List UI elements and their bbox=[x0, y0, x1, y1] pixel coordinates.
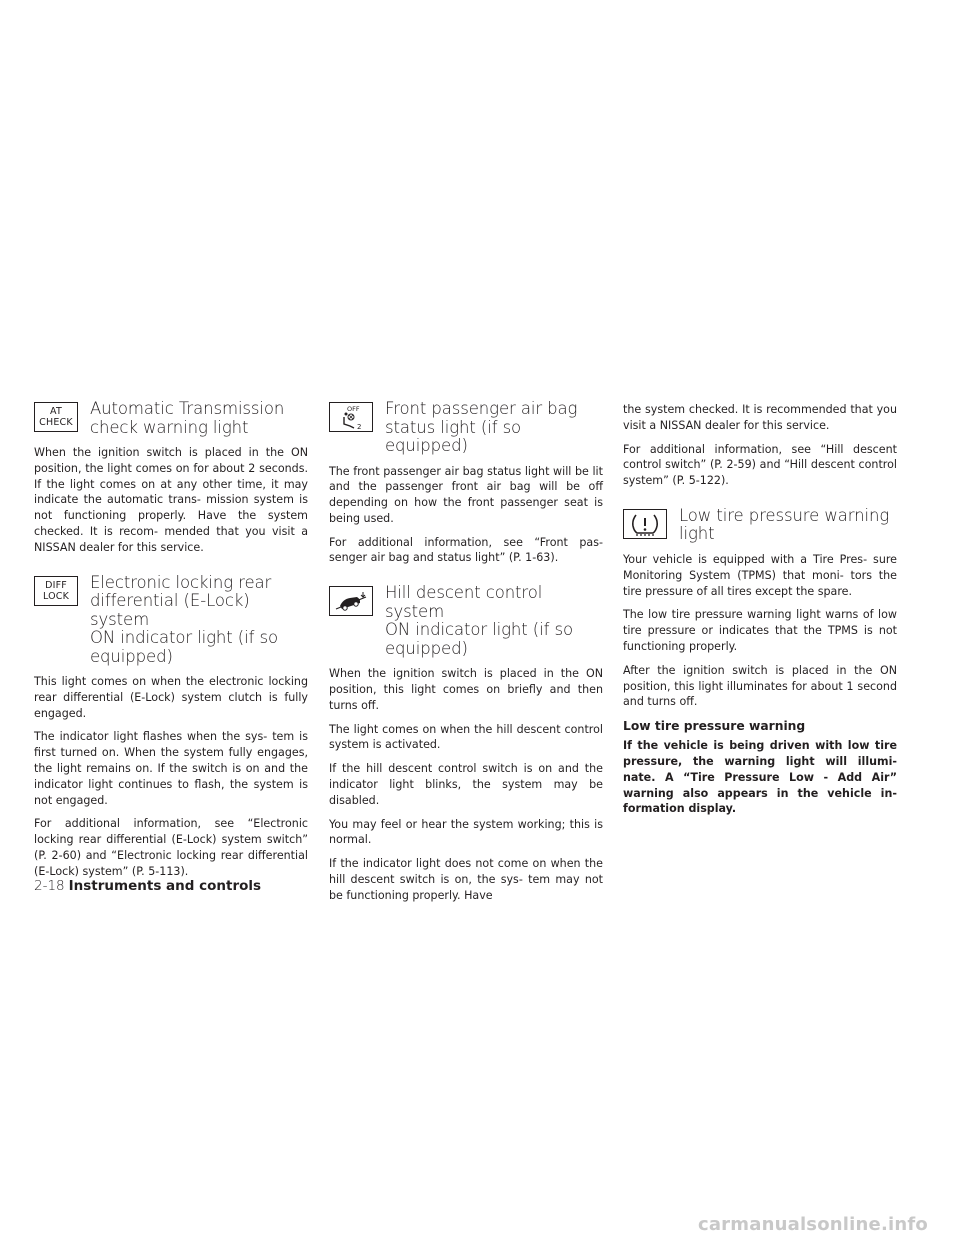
paragraph: For additional information, see “Electronic locking rear differential (E-Lock) system switch” (P. 2-60) and “Electronic locking rear differential (E-Lock) system” (P. 5-113). bbox=[34, 817, 308, 878]
section-title bbox=[90, 574, 308, 667]
title-line: Electronic locking rear bbox=[90, 572, 272, 592]
paragraph: The low tire pressure warning light warns of low tire pressure or indicates that the TPMS is not functioning properly. bbox=[623, 608, 897, 653]
paragraph: If the indicator light does not come on when the hill descent switch is on, the sys- tem may not be functioning properly. Have bbox=[329, 857, 603, 902]
paragraph: The light comes on when the hill descent control system is activated. bbox=[329, 722, 603, 752]
section-title bbox=[385, 400, 603, 456]
paragraph: After the ignition switch is placed in the ON position, this light illuminates for about 1 second and turns off. bbox=[623, 663, 897, 709]
icon-text-line: LOCK bbox=[42, 590, 70, 602]
page-number: 2-18 bbox=[34, 878, 65, 894]
title-line: ON indicator light (if so bbox=[385, 620, 573, 640]
title-line: Front passenger air bag bbox=[385, 399, 578, 418]
section-title bbox=[679, 507, 889, 544]
paragraph: If the hill descent control switch is on and the indicator light blinks, the system may be disabled. bbox=[329, 762, 603, 807]
section-heading-passenger-airbag bbox=[329, 400, 603, 456]
low-tire-pressure-icon bbox=[623, 509, 667, 539]
paragraph: Your vehicle is equipped with a Tire Pres- sure Monitoring System (TPMS) that moni- tors the tire pressure of all tires except the spare. bbox=[623, 552, 897, 598]
paragraph: When the ignition switch is placed in the ON position, this light comes on briefly and then turns off. bbox=[329, 667, 603, 712]
title-line: Automatic Transmission bbox=[90, 399, 285, 418]
paragraph: When the ignition switch is placed in the ON position, the light comes on for about 2 seconds. If the light comes on at any other time, it may indicate the automatic trans- mission system is not functioning properly. Have the system checked. It is recom- mended that you visit a NISSAN dealer for this service. bbox=[34, 446, 308, 554]
icon-text-line: AT bbox=[50, 406, 62, 417]
section-heading-hill-descent bbox=[329, 584, 603, 658]
chapter-title: Instruments and controls bbox=[68, 878, 262, 894]
title-line: Low tire pressure warning bbox=[679, 505, 890, 525]
title-line: Hill descent control system bbox=[385, 583, 543, 621]
icon-num-text: 2 bbox=[357, 423, 362, 431]
title-line: equipped) bbox=[385, 638, 468, 658]
column-3 bbox=[623, 402, 897, 825]
icon-text-line: DIFF bbox=[45, 579, 67, 591]
paragraph: The front passenger air bag status light will be lit and the passenger front air bag will be off depending on how the front passenger seat is being used. bbox=[329, 464, 603, 525]
title-line: ON indicator light (if so bbox=[90, 628, 278, 648]
column-1 bbox=[34, 400, 308, 888]
title-line: differential (E-Lock) system bbox=[90, 591, 250, 629]
paragraph: the system checked. It is recommended that you visit a NISSAN dealer for this service. bbox=[623, 403, 897, 432]
title-line: status light (if so equipped) bbox=[385, 417, 522, 455]
paragraph: For additional information, see “Hill descent control switch” (P. 2-59) and “Hill descent control system” (P. 5-122). bbox=[623, 442, 897, 488]
title-line: equipped) bbox=[90, 646, 173, 666]
watermark: carmanualsonline.info bbox=[697, 1214, 928, 1235]
section-heading-diff-lock bbox=[34, 574, 308, 667]
icon-off-text: OFF bbox=[347, 405, 360, 413]
paragraph: You may feel or hear the system working; this is normal. bbox=[329, 817, 603, 847]
icon-text-line: CHECK bbox=[39, 417, 73, 428]
paragraph: This light comes on when the electronic locking rear differential (E-Lock) system clutch is fully engaged. bbox=[34, 675, 308, 720]
section-title bbox=[385, 584, 603, 658]
bold-paragraph: If the vehicle is being driven with low tire pressure, the warning light will illumi- nate. A “Tire Pressure Low - Add Air” warning also appears in the vehicle in- formation display. bbox=[623, 739, 897, 816]
section-heading-at-check bbox=[34, 400, 308, 437]
paragraph: For additional information, see “Front pas- senger air bag and status light” (P. 1-63). bbox=[329, 535, 603, 565]
title-line: light bbox=[679, 524, 715, 544]
section-title bbox=[90, 400, 284, 437]
sub-heading: Low tire pressure warning bbox=[623, 719, 806, 734]
paragraph: The indicator light flashes when the sys- tem is first turned on. When the system fully engages, the light remains on. If the switch is on and the indicator light continues to flash, the system is not engaged. bbox=[34, 730, 308, 807]
hill-descent-control-icon bbox=[329, 586, 373, 616]
page-footer bbox=[34, 878, 261, 894]
section-heading-low-tire bbox=[623, 507, 897, 544]
diff-lock-icon bbox=[34, 576, 78, 606]
column-2 bbox=[329, 400, 603, 912]
title-line: check warning light bbox=[90, 417, 249, 437]
passenger-airbag-off-icon bbox=[329, 402, 373, 432]
at-check-icon bbox=[34, 402, 78, 432]
